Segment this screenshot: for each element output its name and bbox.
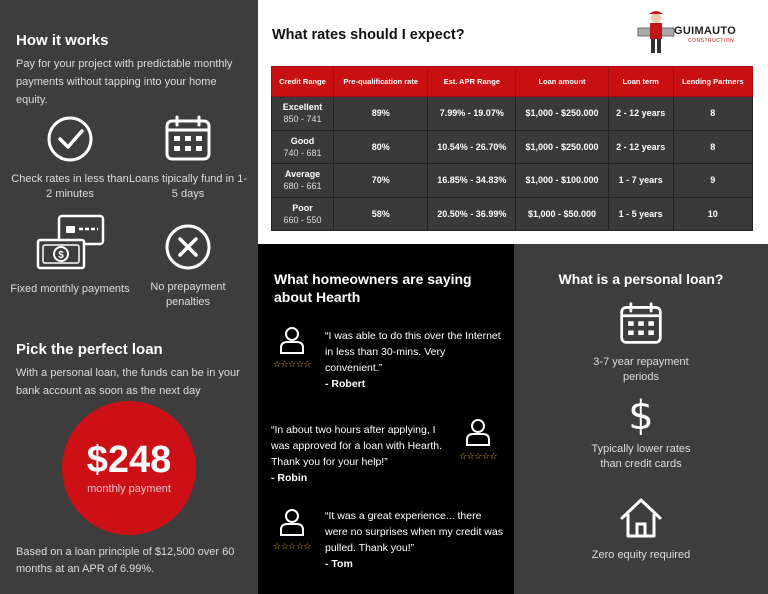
header-partners: Lending Partners xyxy=(673,67,752,97)
check-circle-icon xyxy=(45,114,95,164)
company-logo xyxy=(636,8,746,58)
dollar-icon: $ xyxy=(628,393,654,439)
table-row xyxy=(272,164,753,198)
user-avatar xyxy=(268,326,316,369)
apr-cell: 10.54% - 26.70% xyxy=(428,130,516,164)
feature-label: Check rates in less than 2 minutes xyxy=(11,173,129,200)
star-rating: ☆☆☆☆☆ xyxy=(273,541,311,551)
partners-cell: 9 xyxy=(673,164,752,198)
testimonial-quote xyxy=(271,422,456,486)
table-row xyxy=(272,97,753,131)
rates-table xyxy=(271,66,753,231)
feature-lower-rates xyxy=(514,394,768,472)
testimonial-quote xyxy=(325,328,505,392)
feature-fixed-payments xyxy=(10,214,130,297)
testimonial-quote xyxy=(325,508,505,572)
header-apr: Est. APR Range xyxy=(428,67,516,97)
table-row xyxy=(272,197,753,231)
feature-label: Loans tipically fund in 1-5 days xyxy=(128,173,247,200)
how-it-works-text: Pay for your project with predictable monthly payments without tapping into your home equity. xyxy=(16,58,233,106)
star-rating: ☆☆☆☆☆ xyxy=(273,359,311,369)
credit-range-cell: Good 740 - 681 xyxy=(272,130,334,164)
personal-loan-panel xyxy=(514,244,768,594)
quote-text: “It was a great experience... there were no surprises when my credit was pulled. Thank you!” xyxy=(325,510,503,554)
monthly-payment-circle xyxy=(62,401,196,535)
quote-author: - Tom xyxy=(325,558,353,570)
amount-cell: $1,000 - $250.000 xyxy=(516,130,609,164)
testimonials-title: What homeowners are saying about Hearth xyxy=(274,271,472,305)
svg-text:$: $ xyxy=(58,250,64,261)
quote-author: - Robert xyxy=(325,378,366,390)
x-circle-icon xyxy=(163,222,213,272)
cash-card-icon xyxy=(34,214,106,274)
calendar-icon xyxy=(618,301,664,347)
amount-cell: $1,000 - $50.000 xyxy=(516,197,609,231)
partners-cell: 10 xyxy=(673,197,752,231)
term-cell: 1 - 7 years xyxy=(608,164,673,198)
apr-cell: 20.50% - 36.99% xyxy=(428,197,516,231)
feature-fund-days xyxy=(128,114,248,202)
user-icon xyxy=(279,326,305,354)
prequal-cell: 89% xyxy=(334,97,428,131)
user-icon xyxy=(465,418,491,446)
feature-label: Zero equity required xyxy=(591,549,691,561)
testimonials-panel xyxy=(258,244,514,594)
amount-cell: $1,000 - $100.000 xyxy=(516,164,609,198)
prequal-cell: 80% xyxy=(334,130,428,164)
rates-panel xyxy=(258,0,768,244)
personal-loan-title: What is a personal loan? xyxy=(558,271,724,287)
feature-label: Typically lower rates than credit cards xyxy=(591,443,691,470)
prequal-cell: 70% xyxy=(334,164,428,198)
term-cell: 2 - 12 years xyxy=(608,130,673,164)
feature-check-rates xyxy=(10,114,130,202)
logo-brand: GUIMAUTO xyxy=(674,25,737,37)
feature-label: Fixed monthly payments xyxy=(10,283,130,295)
quote-author: - Robin xyxy=(271,472,308,484)
amount-cell: $1,000 - $250.000 xyxy=(516,97,609,131)
header-credit-range: Credit Range xyxy=(272,67,334,97)
quote-text: “I was able to do this over the Internet in less than 30-mins. Very convenient.” xyxy=(325,330,501,374)
table-row xyxy=(272,130,753,164)
feature-label: 3-7 year repayment periods xyxy=(593,356,689,383)
how-it-works-panel xyxy=(0,0,258,594)
credit-range-cell: Average 680 - 661 xyxy=(272,164,334,198)
user-avatar xyxy=(454,418,502,461)
how-it-works-title: How it works xyxy=(16,32,109,49)
feature-label: No prepayment penalties xyxy=(150,281,226,308)
calendar-icon xyxy=(163,114,213,164)
payment-label: monthly payment xyxy=(87,483,171,495)
credit-range-cell: Excellent 850 - 741 xyxy=(272,97,334,131)
term-cell: 2 - 12 years xyxy=(608,97,673,131)
house-icon xyxy=(618,496,664,540)
prequal-cell: 58% xyxy=(334,197,428,231)
header-term: Loan term xyxy=(608,67,673,97)
partners-cell: 8 xyxy=(673,97,752,131)
rates-title: What rates should I expect? xyxy=(272,27,465,43)
header-prequal: Pre-qualification rate xyxy=(334,67,428,97)
table-header-row xyxy=(272,67,753,97)
builder-logo-icon xyxy=(636,8,676,58)
feature-repayment xyxy=(514,301,768,385)
header-amount: Loan amount xyxy=(516,67,609,97)
partners-cell: 8 xyxy=(673,130,752,164)
credit-range-cell: Poor 660 - 550 xyxy=(272,197,334,231)
user-icon xyxy=(279,508,305,536)
apr-cell: 7.99% - 19.07% xyxy=(428,97,516,131)
payment-amount: $248 xyxy=(86,439,172,481)
pick-loan-text: With a personal loan, the funds can be in your bank account as soon as the next day xyxy=(16,367,240,397)
feature-zero-equity xyxy=(514,496,768,563)
apr-cell: 16.85% - 34.83% xyxy=(428,164,516,198)
star-rating: ☆☆☆☆☆ xyxy=(459,451,497,461)
feature-no-penalties xyxy=(128,222,248,310)
term-cell: 1 - 5 years xyxy=(608,197,673,231)
pick-loan-title: Pick the perfect loan xyxy=(16,341,163,358)
user-avatar xyxy=(268,508,316,551)
logo-sub: CONSTRUCTION xyxy=(688,38,735,44)
quote-text: “In about two hours after applying, I was approved for a loan with Hearth. Thank you for your help!” xyxy=(271,424,443,468)
loan-basis-text: Based on a loan principle of $12,500 over 60 months at an APR of 6.99%. xyxy=(16,546,235,575)
